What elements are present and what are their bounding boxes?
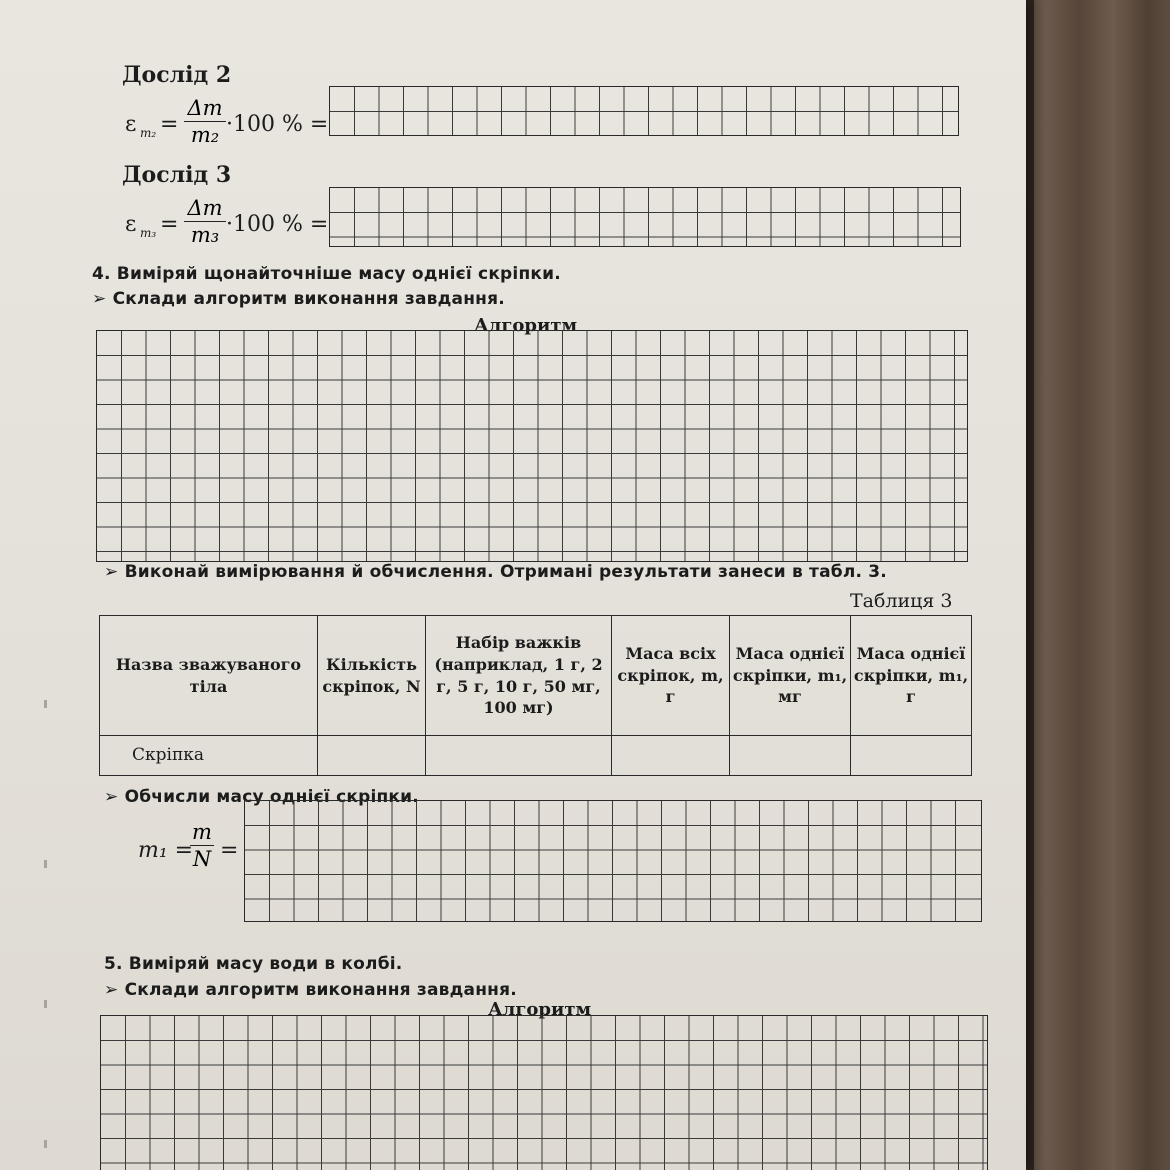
workbook-page: Дослід 2 ε m₂ = Δm m₂ ·100 % = Дослід 3 ε m₃ = Δm m₃ ·100 % = 4. Виміряй щонайточніше масу однієї скріпки. ➢ Склади алгоритм виконання завдання. Алгоритм ➢ Виконай вимірювання й обчислення. Отримані результати занеси в табл. 3. Таблиця 3 Назва зважуваного тіла Кількість скріпок, N Набір важків (наприклад, 1 г, 2 г, 5 г, 10 г, 50 мг, 100 мг) Маса всіх скріпок, m, г Маса однієї скріпки, m₁, мг Маса однієї скріпки, m₁, г Скріпка ➢ Обчисли масу однієї скріпки. m₁ = m N = 5. Виміряй масу води в колбі. ➢ Склади алгоритм виконання завдання. Алгоритм xyxy=(0,0,1026,1170)
calc-grid[interactable] xyxy=(244,800,982,922)
table-header: Маса однієї скріпки, m₁, мг xyxy=(730,616,851,736)
answer-grid-2[interactable] xyxy=(329,86,959,136)
binding-hole xyxy=(44,860,47,868)
fraction-numerator: Δm xyxy=(187,196,223,220)
table-cell-name: Скріпка xyxy=(100,736,318,776)
task-5-step-1: ➢ Склади алгоритм виконання завдання. xyxy=(104,980,517,1000)
binding-hole xyxy=(44,1000,47,1008)
table-header: Маса всіх скріпок, m, г xyxy=(612,616,730,736)
table-cell-input[interactable] xyxy=(318,736,426,776)
epsilon-symbol: ε xyxy=(125,212,137,237)
fraction-denominator: N xyxy=(192,847,212,871)
fraction-denominator: m₂ xyxy=(190,123,220,147)
table-header: Назва зважуваного тіла xyxy=(100,616,318,736)
formula-tail: ·100 % = xyxy=(226,212,329,237)
task-4-step-1: ➢ Склади алгоритм виконання завдання. xyxy=(92,289,505,309)
formula-tail: ·100 % = xyxy=(226,112,329,137)
fraction-numerator: m xyxy=(192,820,212,844)
fraction-numerator: Δm xyxy=(187,96,223,120)
binding-hole xyxy=(44,1140,47,1148)
algorithm-heading-5: Алгоритм xyxy=(488,999,592,1020)
table-header: Кількість скріпок, N xyxy=(318,616,426,736)
table-cell-input[interactable] xyxy=(612,736,730,776)
task-4-title: 4. Виміряй щонайточніше масу однієї скріпки. xyxy=(92,264,561,284)
table-cell-input[interactable] xyxy=(730,736,851,776)
epsilon-subscript: m₃ xyxy=(140,226,157,240)
table-cell-input[interactable] xyxy=(426,736,612,776)
fraction-3 xyxy=(184,196,226,247)
experiment-3-title: Дослід 3 xyxy=(122,162,232,188)
table-3 xyxy=(99,615,972,776)
calc-step: ➢ Обчисли масу однієї скріпки. xyxy=(104,787,419,807)
calc-fraction xyxy=(190,820,214,871)
table-caption: Таблиця 3 xyxy=(850,590,953,612)
fraction-2 xyxy=(184,96,226,147)
algorithm-grid-5[interactable] xyxy=(100,1015,988,1170)
algorithm-grid-4[interactable] xyxy=(96,330,968,562)
experiment-2-title: Дослід 2 xyxy=(122,62,232,88)
answer-grid-3[interactable] xyxy=(329,187,961,247)
task-5-title: 5. Виміряй масу води в колбі. xyxy=(104,954,403,974)
fraction-denominator: m₃ xyxy=(190,223,220,247)
epsilon-subscript: m₂ xyxy=(140,126,157,140)
binding-hole xyxy=(44,700,47,708)
table-header: Маса однієї скріпки, m₁, г xyxy=(851,616,972,736)
task-4-step-2: ➢ Виконай вимірювання й обчислення. Отримані результати занеси в табл. 3. xyxy=(104,562,887,582)
epsilon-symbol: ε xyxy=(125,112,137,137)
calc-lhs: m₁ = xyxy=(138,838,194,863)
calc-equals: = xyxy=(220,838,239,863)
table-cell-input[interactable] xyxy=(851,736,972,776)
page-edge-shadow xyxy=(1026,0,1034,1170)
algorithm-heading-4: Алгоритм xyxy=(474,315,578,336)
wooden-table xyxy=(1020,0,1170,1170)
table-header: Набір важків (наприклад, 1 г, 2 г, 5 г, 10 г, 50 мг, 100 мг) xyxy=(426,616,612,736)
